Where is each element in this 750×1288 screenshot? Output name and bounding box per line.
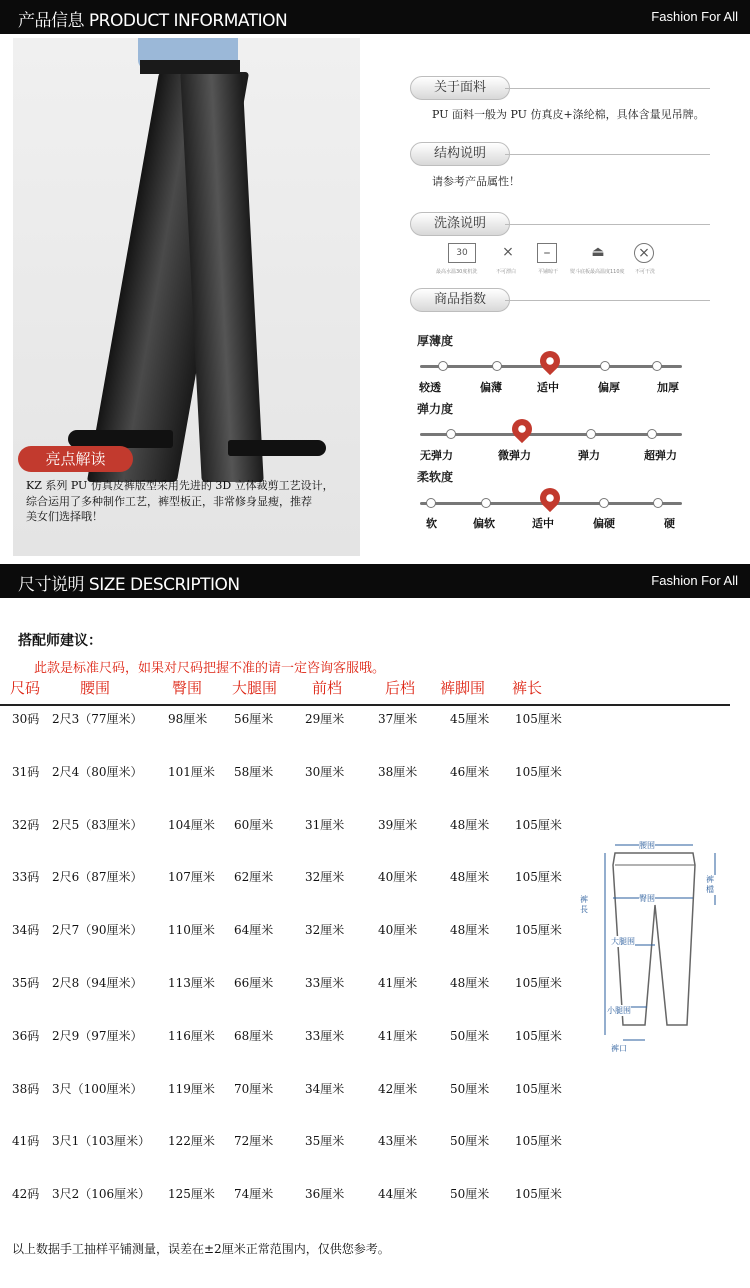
- size-header-cell: 裤脚围: [440, 679, 486, 697]
- thickness-marker-icon: [536, 347, 564, 375]
- stylist-advice-title: 搭配师建议：: [18, 633, 102, 649]
- table-divider: [0, 704, 730, 706]
- scale-tick: 硬: [664, 517, 675, 530]
- size-table-cell: 31厘米: [305, 817, 345, 832]
- scale-tick: 偏软: [473, 517, 495, 530]
- size-table-cell: 125厘米: [168, 1187, 215, 1202]
- scale-tick: 适中: [537, 381, 559, 394]
- size-table-cell: 107厘米: [168, 870, 215, 885]
- size-table-cell: 39厘米: [378, 817, 418, 832]
- scale-dot: [652, 361, 662, 371]
- scale-dot: [647, 429, 657, 439]
- scale-tick: 偏硬: [593, 517, 615, 530]
- divider: [505, 224, 710, 225]
- elasticity-track: [420, 433, 682, 436]
- product-info-title: 产品信息 PRODUCT INFORMATION: [18, 11, 288, 31]
- size-table-cell: 38码: [12, 1081, 40, 1096]
- thickness-label: 厚薄度: [417, 334, 454, 348]
- size-table-cell: 36码: [12, 1028, 40, 1043]
- elasticity-marker-icon: [508, 415, 536, 443]
- size-table-cell: 46厘米: [450, 764, 490, 779]
- belt-shape: [140, 60, 240, 74]
- size-table-cell: 31码: [12, 764, 40, 779]
- size-table-cell: 40厘米: [378, 923, 418, 938]
- scale-tick: 无弹力: [420, 449, 453, 462]
- size-table-cell: 38厘米: [378, 764, 418, 779]
- scale-dot: [438, 361, 448, 371]
- size-table-cell: 35码: [12, 976, 40, 990]
- size-table-cell: 2尺8（94厘米）: [52, 976, 143, 990]
- divider: [505, 88, 710, 89]
- size-table-cell: 70厘米: [234, 1081, 274, 1096]
- size-table-cell: 34码: [12, 923, 40, 938]
- size-table-cell: 48厘米: [450, 923, 490, 938]
- size-table-cell: 48厘米: [450, 976, 490, 990]
- scale-dot: [426, 498, 436, 508]
- size-table-cell: 36厘米: [305, 1187, 345, 1202]
- size-table-cell: 2尺4（80厘米）: [52, 764, 143, 779]
- size-table-cell: 105厘米: [515, 1134, 562, 1149]
- size-header-cell: 大腿围: [232, 679, 278, 697]
- size-table-cell: 72厘米: [234, 1134, 274, 1149]
- scale-tick: 偏薄: [480, 381, 502, 394]
- softness-label: 柔软度: [417, 470, 454, 484]
- size-table-cell: 30码: [12, 712, 40, 726]
- washing-pill: 洗涤说明: [410, 212, 510, 236]
- size-table-cell: 33厘米: [305, 1028, 345, 1043]
- measurement-note: 以上数据手工抽样平铺测量，误差在±2厘米正常范围内，仅供您参考。: [12, 1242, 390, 1256]
- calf-label: 小腿围: [607, 1006, 631, 1015]
- right-shoe-shape: [228, 440, 326, 456]
- size-table-cell: 56厘米: [234, 712, 274, 726]
- fabric-pill: 关于面料: [410, 76, 510, 100]
- size-table-cell: 3尺2（106厘米）: [52, 1187, 151, 1202]
- flat-dry-icon: –: [537, 243, 557, 263]
- size-table-cell: 41厘米: [378, 976, 418, 990]
- size-header-cell: 腰围: [80, 679, 111, 697]
- size-table-cell: 68厘米: [234, 1028, 274, 1043]
- size-table-cell: 116厘米: [168, 1028, 215, 1043]
- size-table-cell: 105厘米: [515, 870, 562, 885]
- size-table-cell: 44厘米: [378, 1187, 418, 1202]
- size-table-cell: 74厘米: [234, 1187, 274, 1202]
- structure-pill: 结构说明: [410, 142, 510, 166]
- size-table-cell: 66厘米: [234, 976, 274, 990]
- size-table-cell: 105厘米: [515, 712, 562, 726]
- highlight-description: KZ 系列 PU 仿真皮裤版型采用先进的 3D 立体裁剪工艺设计， 综合运用了多种制作工艺，裤型板正，非常修身显瘦，推荐 美女们选择哦！: [26, 479, 334, 523]
- size-description-header: [0, 564, 750, 598]
- care-label: 不可干洗: [635, 269, 656, 275]
- size-table-cell: 2尺9（97厘米）: [52, 1028, 143, 1043]
- size-table-cell: 105厘米: [515, 1028, 562, 1043]
- size-table-cell: 101厘米: [168, 764, 215, 779]
- size-table-cell: 50厘米: [450, 1081, 490, 1096]
- size-header-cell: 后档: [385, 679, 416, 697]
- size-table-cell: 32厘米: [305, 923, 345, 938]
- size-table-cell: 35厘米: [305, 1134, 345, 1149]
- divider: [505, 154, 710, 155]
- size-table-cell: 122厘米: [168, 1134, 215, 1149]
- scale-tick: 超弹力: [644, 449, 677, 462]
- care-label: 熨斗底板最高温度110度: [570, 269, 625, 275]
- size-table-cell: 50厘米: [450, 1028, 490, 1043]
- size-description-tagline: Fashion For All: [651, 573, 738, 588]
- size-table-cell: 32厘米: [305, 870, 345, 885]
- size-table-cell: 58厘米: [234, 764, 274, 779]
- size-table-cell: 45厘米: [450, 712, 490, 726]
- size-table-cell: 33厘米: [305, 976, 345, 990]
- size-table-cell: 105厘米: [515, 764, 562, 779]
- size-header-cell: 前档: [312, 679, 343, 697]
- scale-dot: [492, 361, 502, 371]
- rise-label: 裤檔: [706, 875, 714, 894]
- care-label: 平铺晾干: [538, 269, 559, 275]
- size-table-cell: 105厘米: [515, 1081, 562, 1096]
- softness-marker-icon: [536, 484, 564, 512]
- scale-dot: [446, 429, 456, 439]
- scale-tick: 微弹力: [498, 449, 531, 462]
- scale-dot: [600, 361, 610, 371]
- scale-tick: 弹力: [578, 449, 600, 462]
- scale-tick: 适中: [532, 517, 554, 530]
- thigh-label: 大腿围: [611, 937, 635, 946]
- size-header-cell: 尺码: [10, 679, 41, 697]
- care-label: 最高水温30度机洗: [436, 269, 478, 275]
- size-table-cell: 113厘米: [168, 976, 215, 990]
- size-table-cell: 98厘米: [168, 712, 208, 726]
- scale-tick: 加厚: [657, 381, 679, 394]
- care-label: 不可漂白: [496, 269, 517, 275]
- index-pill: 商品指数: [410, 288, 510, 312]
- divider: [505, 300, 710, 301]
- no-dryclean-icon: ⨯: [634, 243, 654, 263]
- fabric-text: PU 面料一般为 PU 仿真皮+涤纶棉，具体含量见吊牌。: [432, 108, 705, 121]
- size-table-cell: 119厘米: [168, 1081, 215, 1096]
- size-table-cell: 50厘米: [450, 1187, 490, 1202]
- size-table-cell: 42厘米: [378, 1081, 418, 1096]
- waist-label: 腰围: [639, 841, 655, 850]
- size-table-cell: 3尺（100厘米）: [52, 1081, 143, 1096]
- size-table-cell: 64厘米: [234, 923, 274, 938]
- size-table-cell: 30厘米: [305, 764, 345, 779]
- no-bleach-icon: ⨯: [502, 244, 514, 260]
- highlight-badge: 亮点解读: [18, 446, 133, 472]
- product-info-tagline: Fashion For All: [651, 9, 738, 24]
- size-table-cell: 2尺7（90厘米）: [52, 923, 143, 938]
- size-table-cell: 2尺5（83厘米）: [52, 817, 143, 832]
- size-table-cell: 62厘米: [234, 870, 274, 885]
- size-header-cell: 臀围: [172, 679, 203, 697]
- size-table-cell: 42码: [12, 1187, 40, 1202]
- elasticity-label: 弹力度: [417, 402, 454, 416]
- size-table-cell: 33码: [12, 870, 40, 885]
- size-table-cell: 40厘米: [378, 870, 418, 885]
- pants-measurement-diagram: [575, 835, 735, 1055]
- size-table-cell: 60厘米: [234, 817, 274, 832]
- scale-dot: [653, 498, 663, 508]
- hem-label: 裤口: [611, 1044, 627, 1053]
- hip-label: 臀围: [639, 894, 655, 903]
- size-table-cell: 43厘米: [378, 1134, 418, 1149]
- length-label: 裤長: [580, 895, 588, 914]
- scale-tick: 偏厚: [598, 381, 620, 394]
- right-leg-shape: [180, 72, 263, 482]
- stylist-advice-text: 此款是标准尺码，如果对尺码把握不准的请一定咨询客服哦。: [34, 661, 386, 676]
- size-table-cell: 48厘米: [450, 870, 490, 885]
- size-table-cell: 105厘米: [515, 923, 562, 938]
- iron-low-icon: ⏏: [591, 244, 605, 260]
- size-table-cell: 105厘米: [515, 1187, 562, 1202]
- size-table-cell: 105厘米: [515, 817, 562, 832]
- size-header-cell: 裤长: [512, 679, 543, 697]
- wash-30-icon: 30: [448, 243, 476, 263]
- size-table-cell: 41码: [12, 1134, 40, 1149]
- size-table-cell: 3尺1（103厘米）: [52, 1134, 151, 1149]
- scale-tick: 较透: [419, 381, 441, 394]
- pants-outline-icon: [575, 835, 735, 1055]
- scale-dot: [599, 498, 609, 508]
- size-description-title: 尺寸说明 SIZE DESCRIPTION: [18, 575, 240, 595]
- size-table-cell: 105厘米: [515, 976, 562, 990]
- size-table-cell: 110厘米: [168, 923, 215, 938]
- size-table-cell: 34厘米: [305, 1081, 345, 1096]
- size-table-cell: 29厘米: [305, 712, 345, 726]
- size-table-cell: 32码: [12, 817, 40, 832]
- size-table-cell: 48厘米: [450, 817, 490, 832]
- size-table-cell: 37厘米: [378, 712, 418, 726]
- scale-dot: [481, 498, 491, 508]
- size-table-cell: 50厘米: [450, 1134, 490, 1149]
- product-info-header: [0, 0, 750, 34]
- structure-text: 请参考产品属性！: [432, 175, 520, 188]
- scale-dot: [586, 429, 596, 439]
- scale-tick: 软: [426, 517, 437, 530]
- size-table-cell: 41厘米: [378, 1028, 418, 1043]
- size-table-cell: 2尺6（87厘米）: [52, 870, 143, 885]
- size-table-cell: 2尺3（77厘米）: [52, 712, 143, 726]
- size-table-cell: 104厘米: [168, 817, 215, 832]
